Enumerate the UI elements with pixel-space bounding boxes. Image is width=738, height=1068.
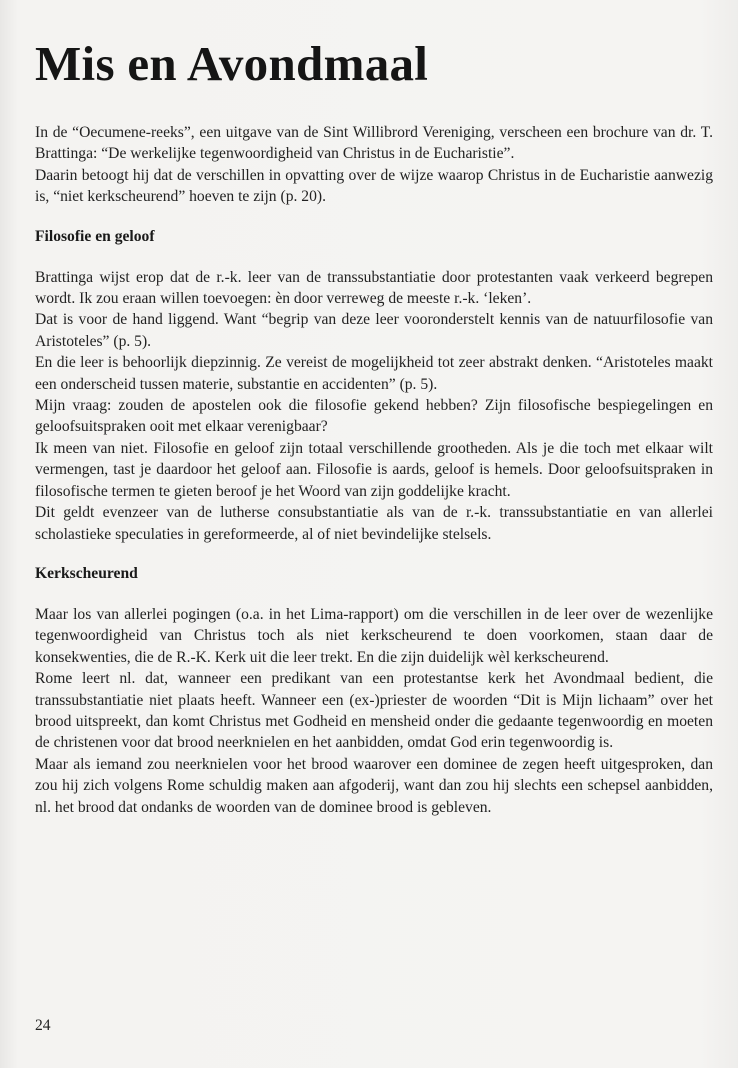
body-paragraph: En die leer is behoorlijk diepzinnig. Ze vereist de mogelijkheid tot zeer abstrakt denken. “Aristoteles maakt een onderscheid tussen materie, substantie en accidenten” (p. 5). bbox=[35, 354, 713, 393]
body-paragraph: Dat is voor de hand liggend. Want “begrip van deze leer vooronderstelt kennis van de natuurfilosofie van Aristoteles” (p. 5). bbox=[35, 311, 713, 350]
article-title: Mis en Avondmaal bbox=[35, 36, 429, 91]
article-body bbox=[35, 122, 713, 818]
intro-paragraph: In de “Oecumene-reeks”, een uitgave van de Sint Willibrord Vereniging, verscheen een brochure van dr. T. Brattinga: “De werkelijke tegenwoordigheid van Christus in de Eucharistie”. bbox=[35, 124, 713, 163]
page-number: 24 bbox=[35, 1017, 51, 1034]
body-paragraph: Mijn vraag: zouden de apostelen ook die filosofie gekend hebben? Zijn filosofische bespiegelingen en geloofsuitspraken ooit met elkaar verenigbaar? bbox=[35, 397, 713, 436]
body-paragraph: Ik meen van niet. Filosofie en geloof zijn totaal verschillende grootheden. Als je die toch met elkaar wilt vermengen, tast je daardoor het geloof aan. Filosofie is aards, geloof is hemels. Door geloofsuitspraken in filosofische termen te gieten beroof je het Woord van zijn goddelijke kracht. bbox=[35, 439, 713, 500]
intro-paragraph: Daarin betoogt hij dat de verschillen in opvatting over de wijze waarop Christus in de Eucharistie aanwezig is, “niet kerkscheurend” hoeven te zijn (p. 20). bbox=[35, 166, 713, 206]
body-paragraph: Dit geldt evenzeer van de lutherse consubstantiatie als van de r.-k. transsubstantiatie en van allerlei scholastieke speculaties in gereformeerde, al of niet bevindelijke stelsels. bbox=[35, 504, 713, 543]
body-paragraph: Brattinga wijst erop dat de r.-k. leer van de transsubstantiatie door protestanten vaak verkeerd begrepen wordt. Ik zou eraan willen toevoegen: èn door verreweg de meeste r.-k. ‘leken’. bbox=[35, 268, 713, 308]
body-paragraph: Rome leert nl. dat, wanneer een predikant van een protestantse kerk het Avondmaal bedient, die transsubstantiatie niet plaats heeft. Wanneer een (ex-)priester de woorden “Dit is Mijn lichaam” over het brood uitspreekt, dan komt Christus met Godheid en mensheid onder die gedaante tegenwoordig en moeten de christenen voor dat brood neerknielen en het aanbidden, omdat God erin tegenwoordig is. bbox=[35, 670, 713, 752]
section-heading-kerkscheurend: Kerkscheurend bbox=[35, 564, 138, 582]
section-heading-filosofie: Filosofie en geloof bbox=[35, 227, 155, 245]
body-paragraph: Maar als iemand zou neerknielen voor het brood waarover een dominee de zegen heeft uitgesproken, dan zou hij zich volgens Rome schuldig maken aan afgoderij, want dan zou hij slechts een schepsel aanbidden, nl. het brood dat ondanks de woorden van de dominee brood is gebleven. bbox=[35, 755, 713, 816]
body-paragraph: Maar los van allerlei pogingen (o.a. in het Lima-rapport) om die verschillen in de leer over de wezenlijke tegenwoordigheid van Christus toch als niet kerkscheurend te doen voorkomen, staan daar de konsekwenties, die de R.-K. Kerk uit die leer trekt. En die zijn duidelijk wèl kerkscheurend. bbox=[35, 605, 713, 666]
